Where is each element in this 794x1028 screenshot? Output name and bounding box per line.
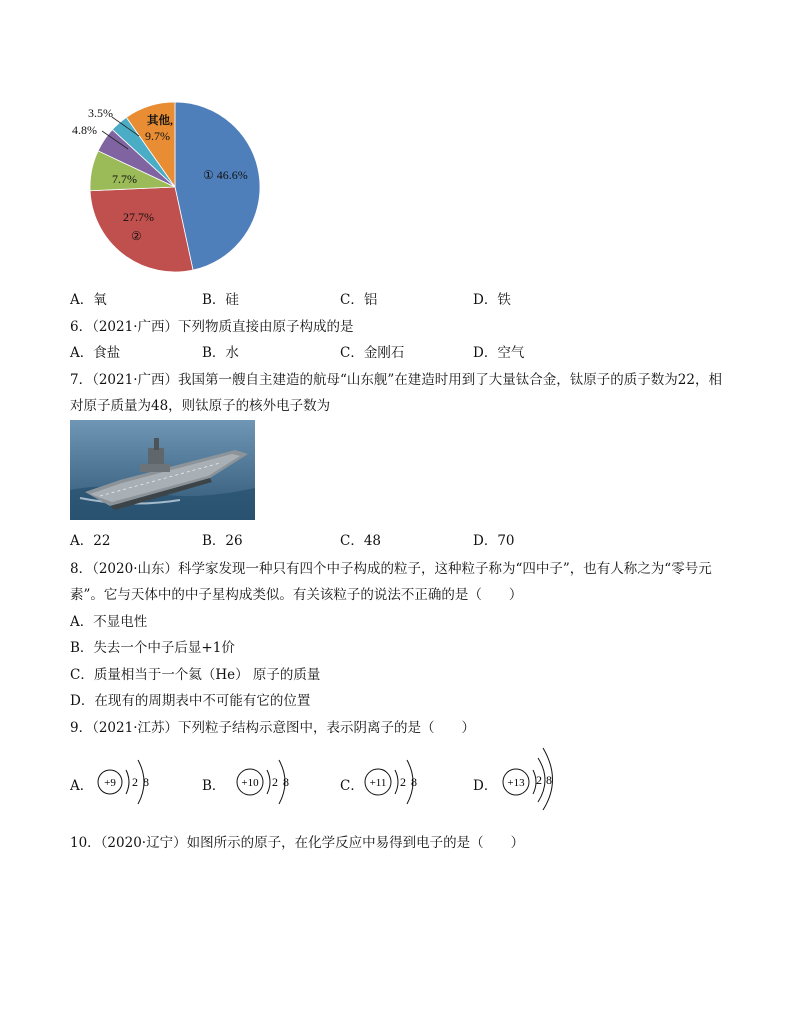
q7-stem-line2: 对原子质量为48，则钛原子的核外电子数为 bbox=[70, 398, 331, 414]
q6-stem: 6．（2021·广西）下列物质直接由原子构成的是 bbox=[70, 319, 354, 335]
q5-option-c[interactable]: C．铝 bbox=[340, 292, 378, 308]
slice-label-6-value: 9.7% bbox=[145, 129, 170, 143]
q9-option-a-letter[interactable]: A． bbox=[70, 778, 94, 794]
nucleus-charge: +9 bbox=[104, 777, 116, 789]
q8-option-d[interactable]: D．在现有的周期表中不可能有它的位置 bbox=[70, 693, 311, 709]
q7-option-c[interactable]: C．48 bbox=[340, 533, 382, 549]
shell-1-electrons: 2 bbox=[272, 775, 278, 789]
q5-option-b[interactable]: B．硅 bbox=[202, 292, 239, 308]
q6-option-d[interactable]: D．空气 bbox=[473, 345, 525, 361]
q5-option-d[interactable]: D．铁 bbox=[473, 292, 511, 308]
q8-option-a[interactable]: A．不显电性 bbox=[70, 614, 148, 630]
aircraft-carrier-photo bbox=[70, 420, 255, 520]
nucleus-charge: +10 bbox=[241, 777, 259, 789]
shell-2-electrons: 8 bbox=[143, 775, 149, 789]
q10-stem: 10．（2020·辽宁）如图所示的原子，在化学反应中易得到电子的是（ ） bbox=[70, 835, 525, 851]
q7-option-d[interactable]: D．70 bbox=[473, 533, 515, 549]
shell-1-electrons: 2 bbox=[536, 773, 542, 787]
q6-option-c[interactable]: C．金刚石 bbox=[340, 345, 405, 361]
q6-option-a[interactable]: A．食盐 bbox=[70, 345, 121, 361]
slice-label-1: ① 46.6% bbox=[203, 168, 248, 182]
q9-option-c-letter[interactable]: C． bbox=[340, 778, 364, 794]
q8-option-c[interactable]: C．质量相当于一个氦（He） 原子的质量 bbox=[70, 667, 321, 683]
shell-2-electrons: 8 bbox=[411, 775, 417, 789]
q7-stem-line1: 7．（2021·广西）我国第一艘自主建造的航母“山东舰”在建造时用到了大量钛合金，钛原子的质子数为22，相 bbox=[70, 372, 722, 388]
nucleus-charge: +13 bbox=[507, 777, 525, 789]
q6-option-b[interactable]: B．水 bbox=[202, 345, 239, 361]
q7-option-b[interactable]: B．26 bbox=[202, 533, 243, 549]
q9-option-b-letter[interactable]: B． bbox=[202, 778, 226, 794]
shell-1-electrons: 2 bbox=[400, 775, 406, 789]
q9-option-a-diagram[interactable] bbox=[94, 752, 164, 812]
shell-1-electrons: 2 bbox=[132, 775, 138, 789]
slice-label-4: 4.8% bbox=[72, 123, 97, 137]
shell-2-electrons: 8 bbox=[283, 775, 289, 789]
shell-2-electrons: 8 bbox=[546, 773, 552, 787]
slice-marker-2: ② bbox=[131, 229, 142, 243]
element-abundance-pie-chart bbox=[60, 95, 270, 280]
q5-option-a[interactable]: A．氧 bbox=[70, 292, 107, 308]
q9-stem: 9．（2021·江苏）下列粒子结构示意图中，表示阴离子的是（ ） bbox=[70, 720, 475, 736]
q8-option-b[interactable]: B．失去一个中子后显+1价 bbox=[70, 640, 235, 656]
q9-option-d-letter[interactable]: D． bbox=[473, 778, 498, 794]
q9-option-c-diagram[interactable] bbox=[362, 752, 432, 812]
q9-option-d-diagram[interactable] bbox=[500, 744, 570, 814]
q7-option-a[interactable]: A．22 bbox=[70, 533, 111, 549]
q8-stem-line2: 素”。它与天体中的中子星构成类似。有关该粒子的说法不正确的是（ ） bbox=[70, 587, 523, 603]
slice-label-3: 7.7% bbox=[112, 172, 137, 186]
q8-stem-line1: 8．（2020·山东）科学家发现一种只有四个中子构成的粒子，这种粒子称为“四中子”，也有人称之为“零号元 bbox=[70, 561, 712, 577]
slice-label-6-name: 其他, bbox=[147, 115, 173, 127]
nucleus-charge: +11 bbox=[369, 777, 387, 789]
slice-label-5: 3.5% bbox=[88, 106, 113, 120]
q9-option-b-diagram[interactable] bbox=[234, 752, 304, 812]
slice-label-2: 27.7% bbox=[123, 210, 154, 224]
